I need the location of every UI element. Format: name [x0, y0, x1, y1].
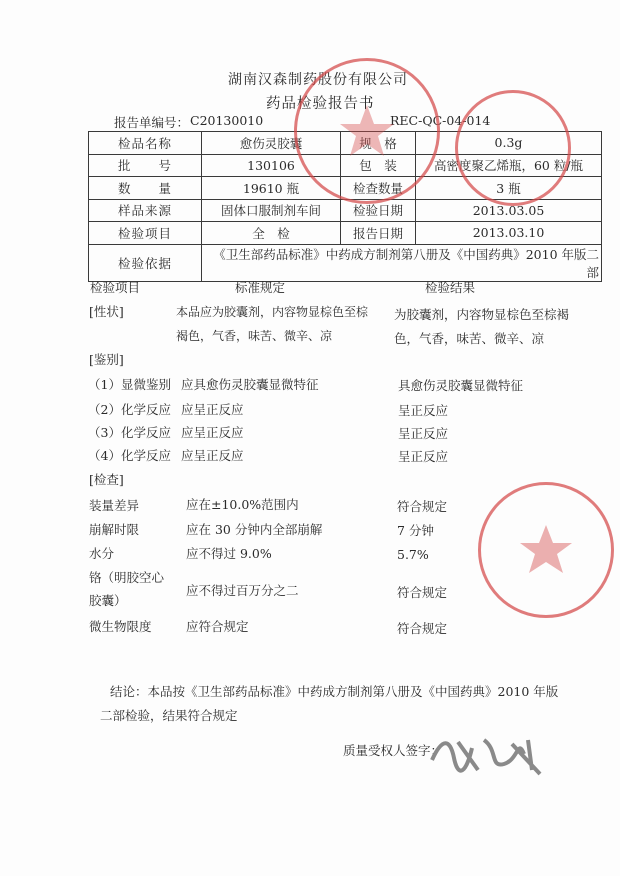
- table-row: [89, 132, 602, 155]
- table-row: [89, 222, 602, 245]
- field-label: 报告日期: [341, 222, 416, 245]
- result-text: 色，气香，味苦、微辛、凉: [394, 331, 545, 346]
- signer-label: 质量受权人签字：: [343, 743, 444, 758]
- table-row: [89, 177, 602, 200]
- field-label: 检品名称: [89, 132, 202, 155]
- field-value: 2013.03.05: [416, 199, 602, 222]
- field-label: 检验依据: [89, 244, 202, 281]
- result-text: 符合规定: [397, 499, 448, 514]
- basis-value: 《卫生部药品标准》中药成方制剂第八册及《中国药典》2010 年版二部: [202, 244, 602, 281]
- doc-code: REC-QC-04-014: [390, 113, 491, 128]
- signature-mark: [428, 730, 548, 789]
- col-standard-header: 标准规定: [235, 280, 286, 295]
- section-appearance: [性状]: [89, 304, 124, 319]
- result-text: 呈正反应: [398, 403, 449, 418]
- field-label: 样品来源: [89, 199, 202, 222]
- field-label: 包 装: [341, 154, 416, 177]
- field-label: 规 格: [341, 132, 416, 155]
- item-label: （2）化学反应: [88, 402, 171, 417]
- table-row: [89, 154, 602, 177]
- field-value: 高密度聚乙烯瓶，60 粒/瓶: [416, 154, 602, 177]
- field-label: 检验项目: [89, 222, 202, 245]
- field-label: 批 号: [89, 154, 202, 177]
- standard-text: 褐色，气香，味苦、微辛、凉: [176, 329, 333, 343]
- quality-seal-stamp: [478, 482, 614, 618]
- item-label: （3）化学反应: [88, 425, 171, 440]
- section-inspection: [检查]: [89, 472, 124, 487]
- header-table: [88, 131, 602, 282]
- field-label: 数 量: [89, 177, 202, 200]
- company-name: 湖南汉森制药股份有限公司: [228, 72, 408, 88]
- result-text: 为胶囊剂，内容物显棕色至棕褐: [394, 307, 570, 322]
- standard-text: 应不得过百万分之二: [186, 583, 299, 598]
- standard-text: 应不得过 9.0%: [186, 546, 272, 561]
- item-label: 装量差异: [89, 498, 140, 513]
- col-result-header: 检验结果: [425, 280, 476, 295]
- result-text: 5.7%: [397, 547, 429, 562]
- standard-text: 应在 30 分钟内全部崩解: [186, 522, 323, 537]
- signature-icon: [428, 730, 548, 780]
- item-label: （4）化学反应: [88, 448, 171, 463]
- field-value: 19610 瓶: [202, 177, 341, 200]
- field-value: 2013.03.10: [416, 222, 602, 245]
- field-label: 检查数量: [341, 177, 416, 200]
- field-value: 3 瓶: [416, 177, 602, 200]
- item-label: 微生物限度: [89, 619, 152, 634]
- standard-text: 应呈正反应: [181, 425, 244, 440]
- result-text: 呈正反应: [398, 449, 449, 464]
- item-label: 铬（明胶空心: [89, 570, 165, 585]
- standard-text: 应具愈伤灵胶囊显微特征: [181, 377, 319, 392]
- result-text: 呈正反应: [398, 426, 449, 441]
- result-text: 符合规定: [397, 621, 448, 636]
- section-identification: [鉴别]: [89, 352, 124, 367]
- item-label: 崩解时限: [89, 522, 140, 537]
- item-label: （1）显微鉴别: [88, 377, 171, 392]
- item-label: 水分: [89, 546, 115, 561]
- field-label: 检验日期: [341, 199, 416, 222]
- field-value: 全 检: [202, 222, 341, 245]
- standard-text: 应呈正反应: [181, 402, 244, 417]
- conclusion-line: 结论：本品按《卫生部药品标准》中药成方制剂第八册及《中国药典》2010 年版: [110, 684, 559, 699]
- item-label: 胶囊）: [89, 593, 127, 608]
- field-value: 130106: [202, 154, 341, 177]
- conclusion-line: 二部检验，结果符合规定: [100, 708, 238, 723]
- field-value: 固体口服制剂车间: [202, 199, 341, 222]
- standard-text: 应在±10.0%范围内: [186, 497, 299, 512]
- table-row: [89, 244, 602, 281]
- report-no-label: 报告单编号：: [114, 115, 190, 130]
- result-text: 7 分钟: [397, 523, 434, 538]
- standard-text: 本品应为胶囊剂，内容物显棕色至棕: [176, 305, 369, 319]
- field-value: 0.3g: [416, 132, 602, 155]
- col-item-header: 检验项目: [90, 280, 141, 295]
- table-row: [89, 199, 602, 222]
- standard-text: 应呈正反应: [181, 448, 244, 463]
- star-icon: [481, 485, 611, 615]
- result-text: 符合规定: [397, 585, 448, 600]
- standard-text: 应符合规定: [186, 619, 249, 634]
- report-no: C20130010: [190, 113, 264, 128]
- field-value: 愈伤灵胶囊: [202, 132, 341, 155]
- result-text: 具愈伤灵胶囊显微特征: [398, 378, 524, 393]
- report-title: 药品检验报告书: [266, 96, 375, 112]
